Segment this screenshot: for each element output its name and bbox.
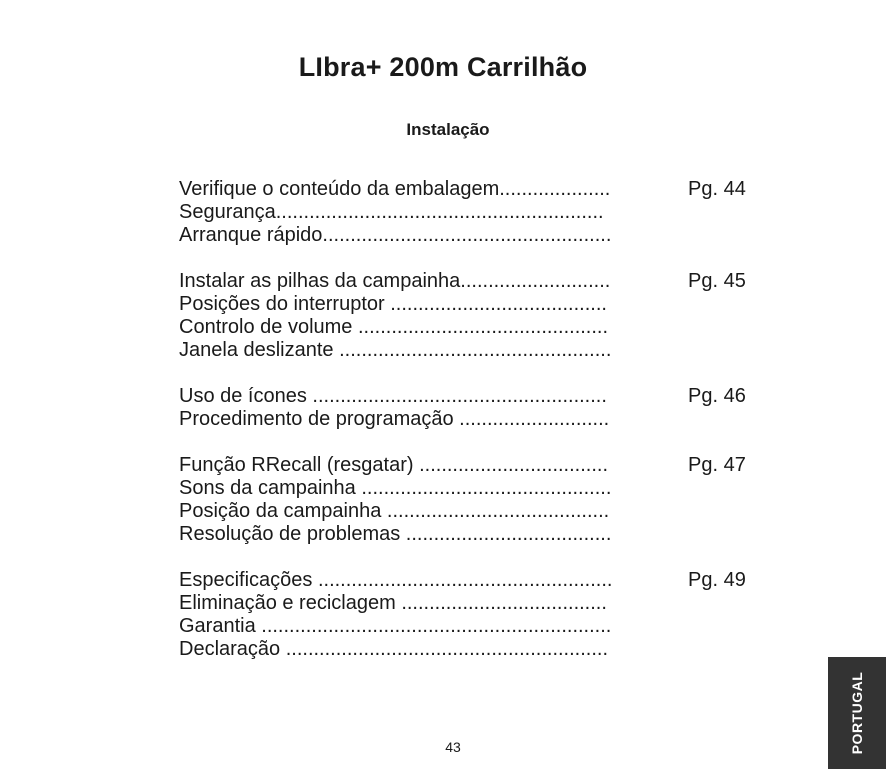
- toc-entry-text: Função RRecall (resgatar) ..................................: [179, 454, 609, 476]
- toc-entry-text: Segurança...........................................................: [179, 201, 604, 223]
- toc-entry: [179, 385, 779, 408]
- toc-entry-text: Sons da campainha .............................................: [179, 477, 612, 499]
- page-number: 43: [445, 739, 461, 755]
- toc-entry-page: Pg. 45: [688, 270, 746, 292]
- toc-entry-text: Janela deslizante .................................................: [179, 339, 612, 361]
- toc-entry-text: Garantia ...............................................................: [179, 615, 612, 637]
- section-subtitle: Instalação: [406, 120, 490, 139]
- toc-entry: [179, 523, 779, 546]
- page-title: LIbra+ 200m Carrilhão: [298, 52, 588, 82]
- toc-entry: [179, 224, 779, 247]
- toc-entry: [179, 454, 779, 477]
- toc-entry-page: Pg. 49: [688, 569, 746, 591]
- toc-group: [179, 454, 779, 546]
- toc-entry: [179, 408, 779, 431]
- toc-entry: [179, 500, 779, 523]
- toc-entry-text: Resolução de problemas .....................................: [179, 523, 612, 545]
- toc-entry-text: Controlo de volume .............................................: [179, 316, 609, 338]
- language-tab-label: PORTUGAL: [849, 671, 865, 755]
- toc-entry: [179, 178, 779, 201]
- toc-entry-text: Eliminação e reciclagem .....................................: [179, 592, 607, 614]
- toc-entry: [179, 638, 779, 661]
- toc-group: [179, 178, 779, 247]
- toc-group: [179, 385, 779, 431]
- toc-entry: [179, 339, 779, 362]
- toc-entry: [179, 615, 779, 638]
- toc-entry-text: Instalar as pilhas da campainha...........................: [179, 270, 611, 292]
- toc-entry-text: Especificações .....................................................: [179, 569, 613, 591]
- toc-entry-page: Pg. 46: [688, 385, 746, 407]
- toc-entry: [179, 316, 779, 339]
- table-of-contents: [179, 178, 779, 684]
- toc-entry: [179, 569, 779, 592]
- toc-entry-text: Declaração ..........................................................: [179, 638, 609, 660]
- toc-entry: [179, 592, 779, 615]
- language-side-tab: [828, 657, 886, 769]
- toc-entry-text: Procedimento de programação ...........................: [179, 408, 610, 430]
- toc-entry: [179, 477, 779, 500]
- toc-entry-text: Arranque rápido....................................................: [179, 224, 612, 246]
- toc-entry: [179, 201, 779, 224]
- toc-entry-page: Pg. 47: [688, 454, 746, 476]
- toc-entry-text: Verifique o conteúdo da embalagem....................: [179, 178, 611, 200]
- toc-group: [179, 569, 779, 661]
- toc-entry: [179, 270, 779, 293]
- toc-entry-text: Posição da campainha ........................................: [179, 500, 610, 522]
- toc-entry-text: Uso de ícones .....................................................: [179, 385, 607, 407]
- toc-entry-text: Posições do interruptor .......................................: [179, 293, 607, 315]
- toc-entry-page: Pg. 44: [688, 178, 746, 200]
- toc-entry: [179, 293, 779, 316]
- toc-group: [179, 270, 779, 362]
